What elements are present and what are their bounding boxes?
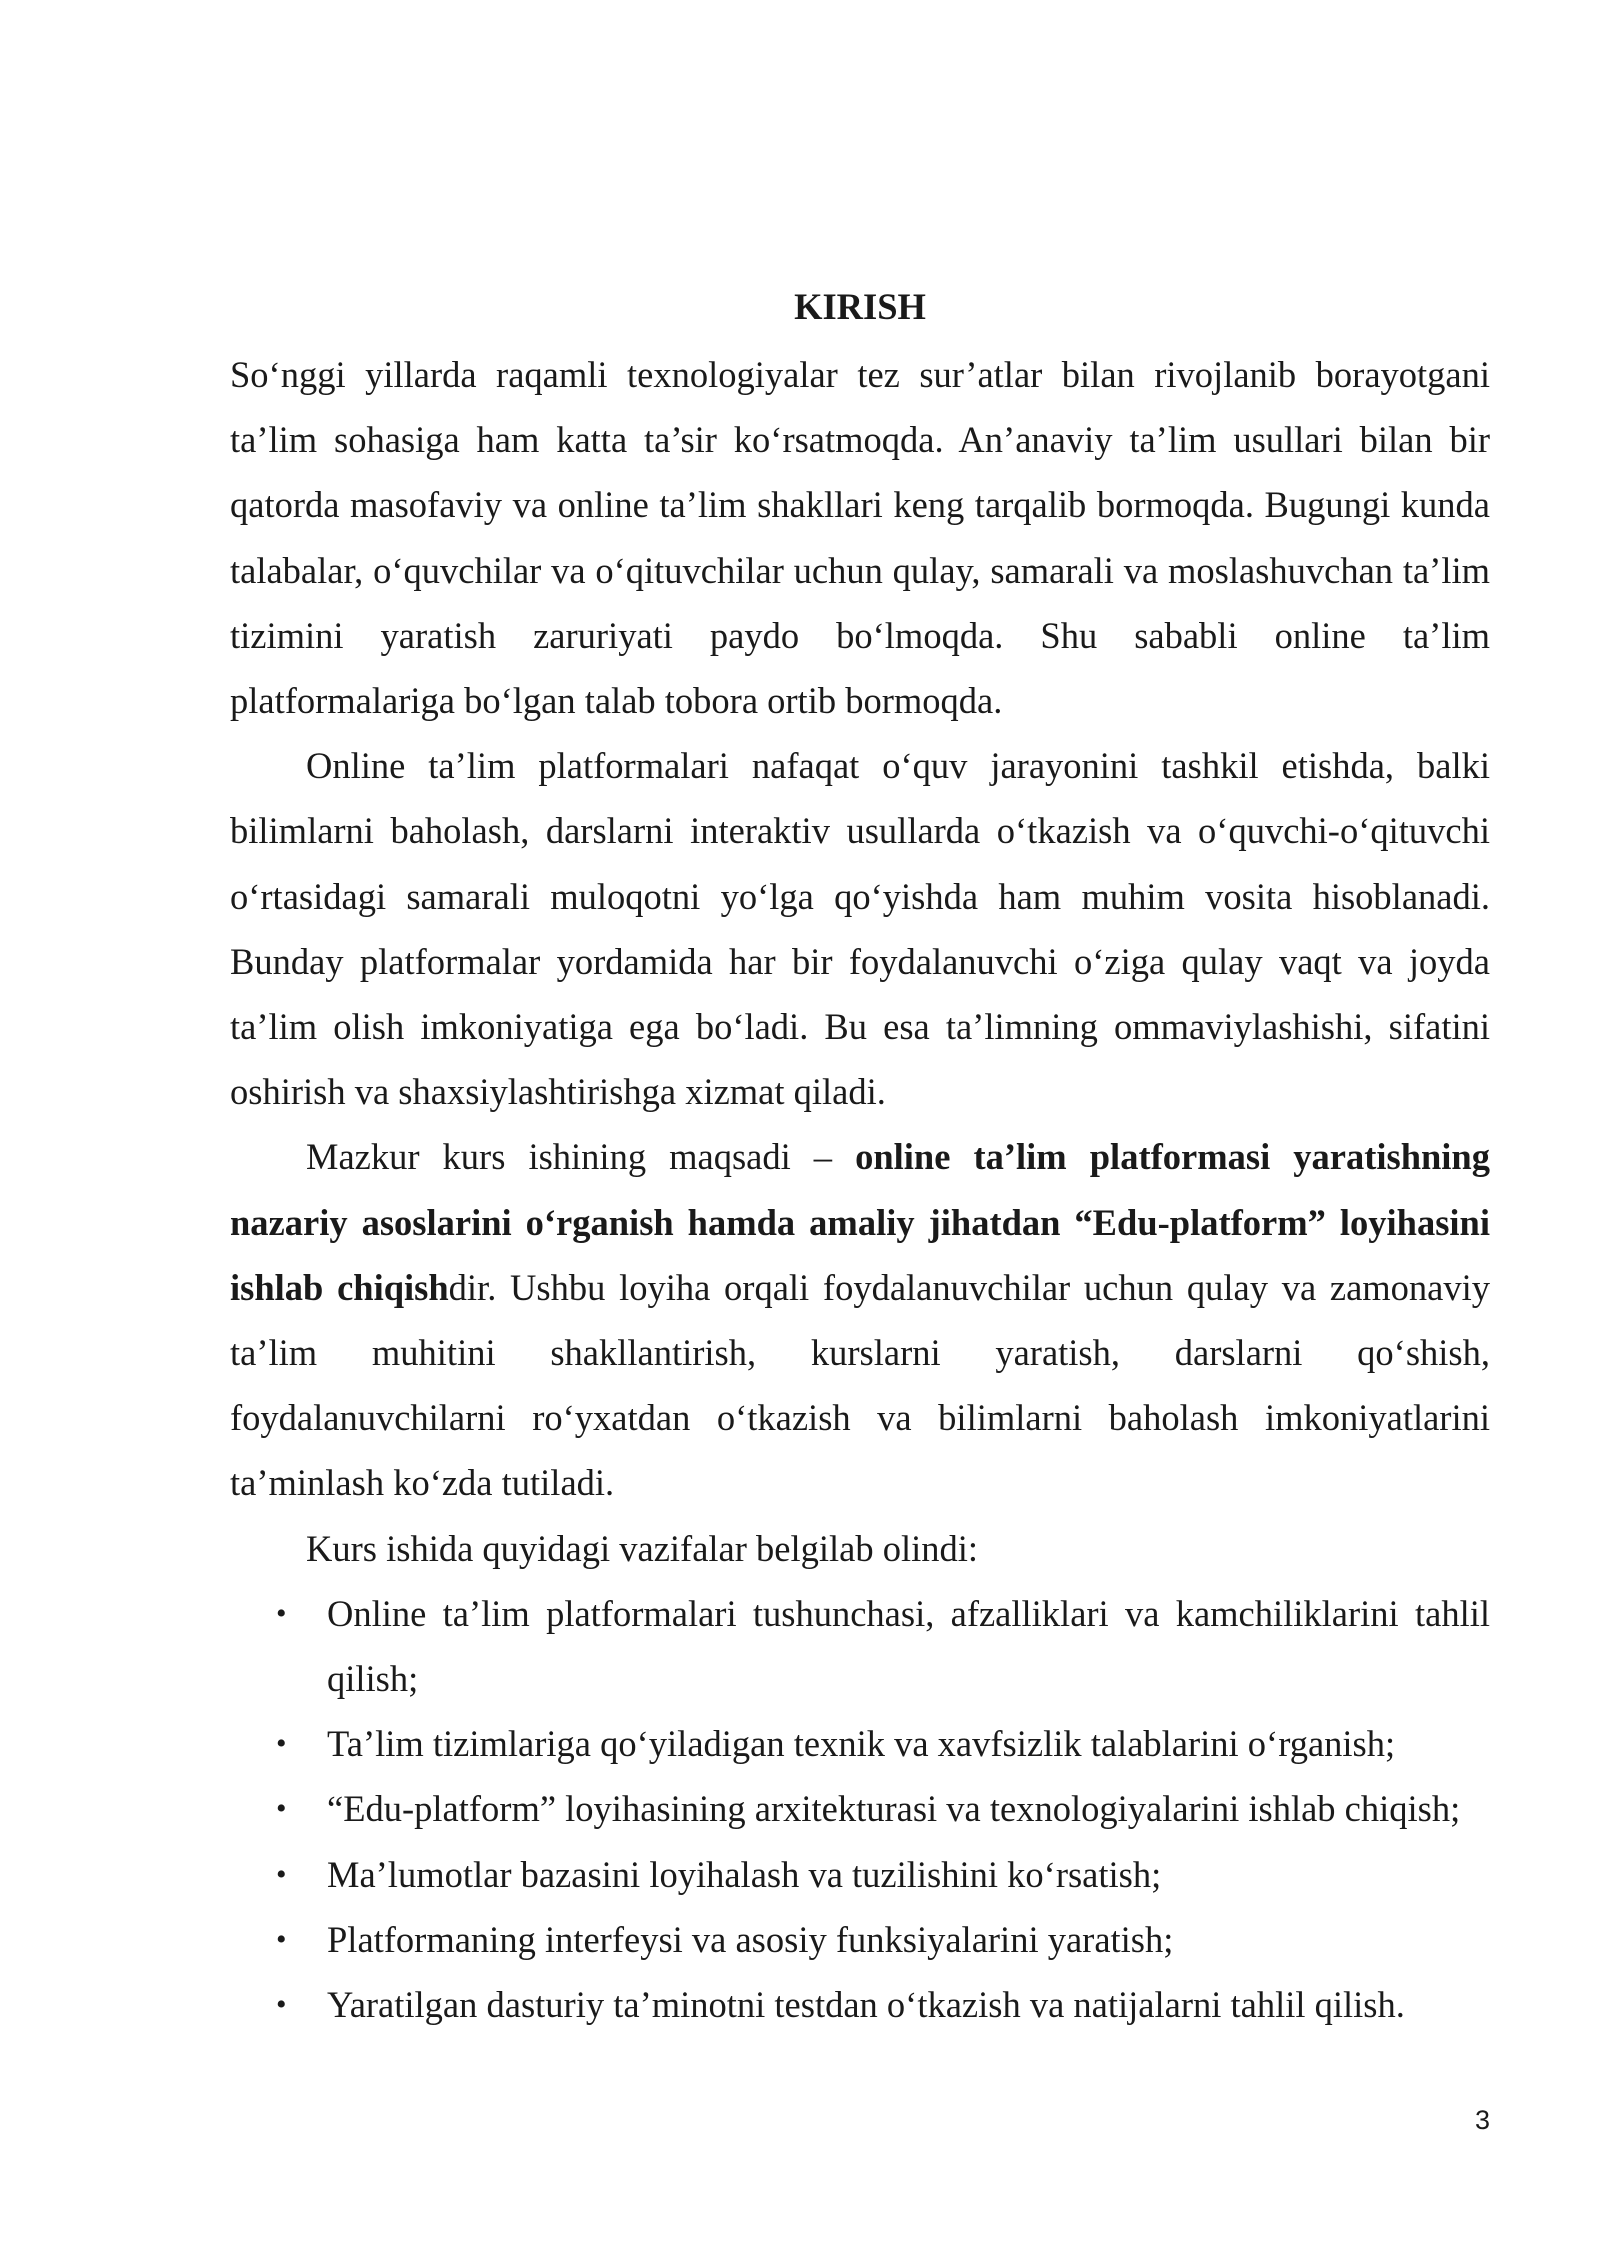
paragraph-tasks-intro: Kurs ishida quyidagi vazifalar belgilab olindi:	[306, 1527, 979, 1569]
bullet-icon: •	[276, 1596, 287, 1630]
document-body	[230, 280, 1490, 2037]
bullet-icon: •	[276, 1922, 287, 1956]
bullet-icon: •	[276, 1988, 287, 2022]
goal-bold-text: online ta’lim platformasi yaratishning nazariy asoslarini o‘rganish hamda amaliy jihatdan “Edu-platform” loyihasini ishlab chiqish	[230, 1136, 1490, 1308]
list-item	[230, 1711, 1490, 1776]
page-number: 3	[1474, 2105, 1490, 2135]
list-item	[230, 1581, 1490, 1711]
list-item	[230, 1842, 1490, 1907]
task-list	[230, 1581, 1490, 2037]
list-item	[230, 1972, 1490, 2037]
paragraph-platforms: Online ta’lim platformalari nafaqat o‘quv jarayonini tashkil etishda, balki bilimlarni baholash, darslarni interaktiv usullarda o‘tkazish va o‘quvchi-o‘qituvchi o‘rtasidagi samarali muloqotni yo‘lga qo‘yishda ham muhim vosita hisoblanadi. Bunday platformalar yordamida har bir foydalanuvchi o‘ziga qulay vaqt va joyda ta’lim olish imkoniyatiga ega bo‘ladi. Bu esa ta’limning ommaviylashishi, sifatini oshirish va shaxsiylashtirishga xizmat qiladi.	[230, 745, 1490, 1113]
bullet-icon: •	[276, 1792, 287, 1826]
paragraph-goal	[230, 1124, 1490, 1515]
bullet-icon: •	[276, 1727, 287, 1761]
list-item-text: Online ta’lim platformalari tushunchasi, afzalliklari va kamchiliklarini tahlil qilish;	[327, 1592, 1490, 1700]
paragraph-intro: So‘nggi yillarda raqamli texnologiyalar tez sur’atlar bilan rivojlanib borayotgani ta’lim sohasiga ham katta ta’sir ko‘rsatmoqda. An’anaviy ta’lim usullari bilan bir qatorda masofaviy va online ta’lim shakllari keng tarqalib bormoqda. Bugungi kunda talabalar, o‘quvchilar va o‘qituvchilar uchun qulay, samarali va moslashuvchan ta’lim tizimini yaratish zaruriyati paydo bo‘lmoqda. Shu sababli online ta’lim platformalariga bo‘lgan talab tobora ortib bormoqda.	[230, 354, 1490, 722]
bullet-icon: •	[276, 1857, 287, 1891]
list-item-text: Yaratilgan dasturiy ta’minotni testdan o‘tkazish va natijalarni tahlil qilish.	[327, 1984, 1405, 2026]
list-item-text: Ma’lumotlar bazasini loyihalash va tuzilishini ko‘rsatish;	[327, 1853, 1162, 1895]
list-item-text: Platformaning interfeysi va asosiy funksiyalarini yaratish;	[327, 1918, 1174, 1960]
section-title: KIRISH	[794, 286, 926, 327]
list-item	[230, 1776, 1490, 1841]
list-item-text: “Edu-platform” loyihasining arxitekturasi va texnologiyalarini ishlab chiqish;	[327, 1788, 1461, 1830]
list-item	[230, 1907, 1490, 1972]
goal-tail-text: dir. Ushbu loyiha orqali foydalanuvchilar uchun qulay va zamonaviy ta’lim muhitini shakllantirish, kurslarni yaratish, darslarni qo‘shish, foydalanuvchilarni ro‘yxatdan o‘tkazish va bilimlarni baholash imkoniyatlarini ta’minlash ko‘zda tutiladi.	[230, 1266, 1491, 1504]
list-item-text: Ta’lim tizimlariga qo‘yiladigan texnik va xavfsizlik talablarini o‘rganish;	[327, 1723, 1396, 1765]
goal-lead-text: Mazkur kurs ishining maqsadi –	[306, 1136, 856, 1178]
